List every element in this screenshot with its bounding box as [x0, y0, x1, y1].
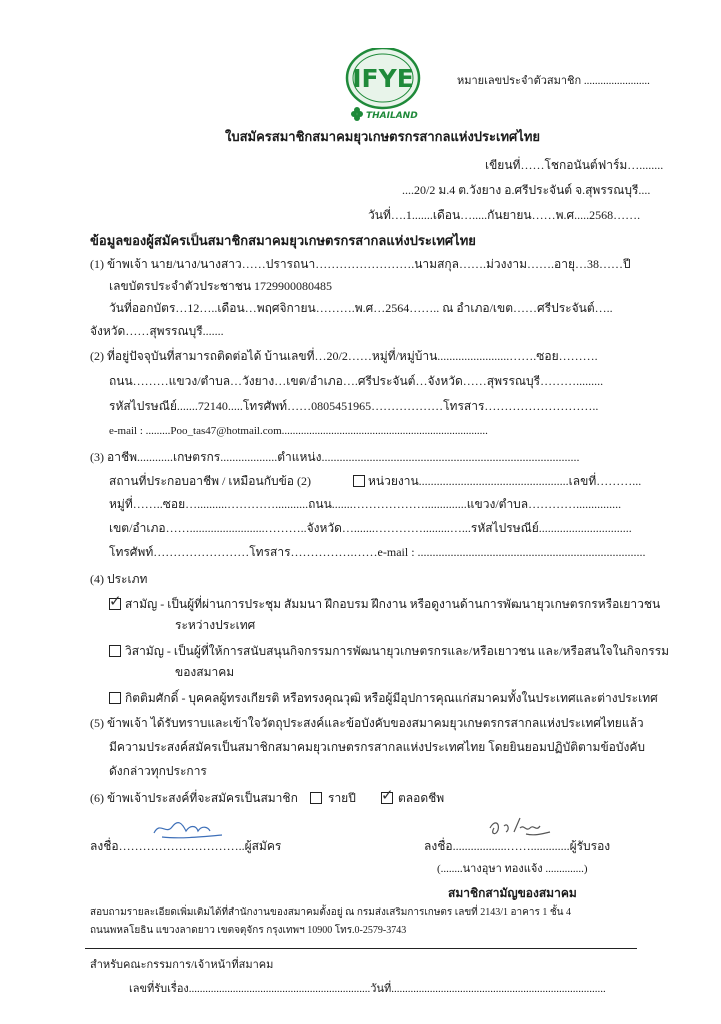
- office-receipt-line: เลขที่รับเรื่อง..................................................................วันที่..............................................................................: [129, 983, 606, 995]
- item3-agency-line: หน่วยงาน..................................................เลขที่………...: [368, 474, 642, 488]
- item1-name-line: (1) ข้าพเจ้า นาย/นาง/นางสาว……ปรารถนา…………………….นามสกุล…….ม่วงงาม…….อายุ…38……ปี: [90, 257, 631, 271]
- extraordinary-checkbox[interactable]: [109, 645, 121, 657]
- office-divider: [85, 948, 637, 949]
- logo-letters: IFYE: [352, 64, 414, 93]
- certifier-name: (........นางอุษา ทองแจ้ง ..............): [437, 863, 588, 875]
- extraordinary-label: วิสามัญ - เป็นผู้ที่ให้การสนับสนุนกิจกรรมการพัฒนายุวเกษตรกรและ/หรือเยาวชน และ/หรือสนใจในกิจกรรม: [125, 644, 670, 658]
- annual-checkbox[interactable]: [310, 792, 322, 804]
- ordinary-label-cont: ระหว่างประเทศ: [175, 618, 256, 632]
- certifier-role: สมาชิกสามัญของสมาคม: [448, 886, 577, 900]
- item1-id-line: เลขบัตรประจำตัวประชาชน 1729900080485: [109, 279, 333, 293]
- item3-workplace-label: สถานที่ประกอบอาชีพ / เหมือนกับข้อ (2): [109, 474, 311, 488]
- member-number: หมายเลขประจำตัวสมาชิก ........................: [457, 75, 650, 87]
- certifier-sign-line: ลงชื่อ..................…….............ผู้รับรอง: [424, 839, 611, 853]
- workplace-checkbox[interactable]: [353, 475, 365, 487]
- item3-phone-line: โทรศัพท์……………………โทรสาร…………….……e-mail : ............................................................................: [109, 545, 646, 559]
- item6-label: (6) ข้าพเจ้าประสงค์ที่จะสมัครเป็นสมาชิก: [90, 791, 298, 805]
- logo-caption: THAILAND: [366, 111, 418, 121]
- item2-email-line: e-mail : .........Poo_tas47@hotmail.com...........................................................................: [109, 425, 488, 437]
- item3-district-line: เขต/อำเภอ…….........................………..จังหวัด….......………….........…...รหัสไปรษณีย์...............................: [109, 521, 632, 535]
- header-date: วันที่….1.......เดือน….....กันยายน……พ.ศ.....2568…….: [368, 208, 641, 222]
- item4-heading: (4) ประเภท: [90, 572, 148, 586]
- extraordinary-label-cont: ของสมาคม: [175, 665, 235, 679]
- ordinary-checkbox[interactable]: [109, 592, 122, 610]
- item3-occupation-line: (3) อาชีพ............เกษตรกร...................ตำแหน่ง......................................................................................: [90, 450, 580, 464]
- form-title: ใบสมัครสมาชิกสมาคมยุวเกษตรกรสากลแห่งประเทศไทย: [225, 129, 541, 144]
- annual-label: รายปี: [328, 791, 356, 805]
- honorary-checkbox[interactable]: [109, 692, 121, 704]
- item5-line1: (5) ข้าพเจ้า ได้รับทราบและเข้าใจวัตถุประสงค์และข้อบังคับของสมาคมยุวเกษตรกรสากลแห่งประเทศไทยแล้ว: [90, 716, 644, 730]
- header-address: ....20/2 ม.4 ต.วังยาง อ.ศรีประจันต์ จ.สุพรรณบุรี....: [402, 183, 651, 197]
- applicant-signature-icon: [150, 817, 230, 841]
- item2-postal-line: รหัสไปรษณีย์.......72140.....โทรศัพท์……0805451965………………โทรสาร………………………..: [109, 399, 599, 413]
- applicant-sign-line: ลงชื่อ…………………………..ผู้สมัคร: [90, 839, 282, 853]
- written-at: เขียนที่……โชกอนันต์ฟาร์ม…........: [485, 158, 664, 172]
- item1-issue-line: วันที่ออกบัตร…12…..เดือน…พฤศจิกายน……….พ.ศ…2564…….. ณ อำเภอ/เขต……ศรีประจันต์…..: [109, 301, 613, 315]
- office-use-heading: สำหรับคณะกรรมการ/เจ้าหน้าที่สมาคม: [90, 959, 274, 971]
- section-title: ข้อมูลของผู้สมัครเป็นสมาชิกสมาคมยุวเกษตรกรสากลแห่งประเทศไทย: [90, 233, 476, 248]
- item5-line2: มีความประสงค์สมัครเป็นสมาชิกสมาคมยุวเกษตรกรสากลแห่งประเทศไทย โดยยินยอมปฏิบัติตามข้อบังคับ: [109, 740, 645, 754]
- lifetime-label: ตลอดชีพ: [398, 791, 445, 805]
- contact-info-line1: สอบถามรายละเอียดเพิ่มเติมได้ที่สำนักงานของสมาคมตั้งอยู่ ณ กรมส่งเสริมการเกษตร เลขที่ 2143/1 อาคาร 1 ชั้น 4: [90, 907, 571, 918]
- honorary-label: กิตติมศักดิ์ - บุคคลผู้ทรงเกียรติ หรือทรงคุณวุฒิ หรือผู้มีอุปการคุณแก่สมาคมทั้งในประเทศและต่างประเทศ: [125, 691, 658, 705]
- lifetime-checkbox[interactable]: [381, 786, 394, 804]
- checkmark-icon: ✓: [109, 592, 122, 610]
- checkmark-icon: ✓: [381, 786, 394, 804]
- item3-moo-line: หมู่ที่……..ซอย…..........…………...........ถนน.......………………..............แขวง/ตำบล…………...............: [109, 497, 622, 511]
- item5-line3: ดังกล่าวทุกประการ: [109, 764, 207, 778]
- ordinary-label: สามัญ - เป็นผู้ที่ผ่านการประชุม สัมมนา ฝึกอบรม ฝึกงาน หรือดูงานด้านการพัฒนายุวเกษตรกรหรือเยาวชน: [125, 597, 661, 611]
- ifye-logo-icon: [330, 48, 436, 124]
- item2-address-line: (2) ที่อยู่ปัจจุบันที่สามารถติดต่อได้ บ้านเลขที่…20/2……หมู่ที่/หมู่บ้าน........................…….ซอย……….: [90, 349, 598, 363]
- contact-info-line2: ถนนพหลโยธิน แขวงลาดยาว เขตจตุจักร กรุงเทพฯ 10900 โทร.0-2579-3743: [90, 925, 407, 936]
- item1-province-line: จังหวัด……สุพรรณบุรี.......: [90, 324, 224, 338]
- logo: [330, 48, 436, 124]
- item2-road-line: ถนน………แขวง/ตำบล…วังยาง…เขต/อำเภอ….ศรีประจันต์…จังหวัด……สุพรรณบุรี……….........: [109, 374, 604, 388]
- certifier-signature-icon: [486, 814, 556, 840]
